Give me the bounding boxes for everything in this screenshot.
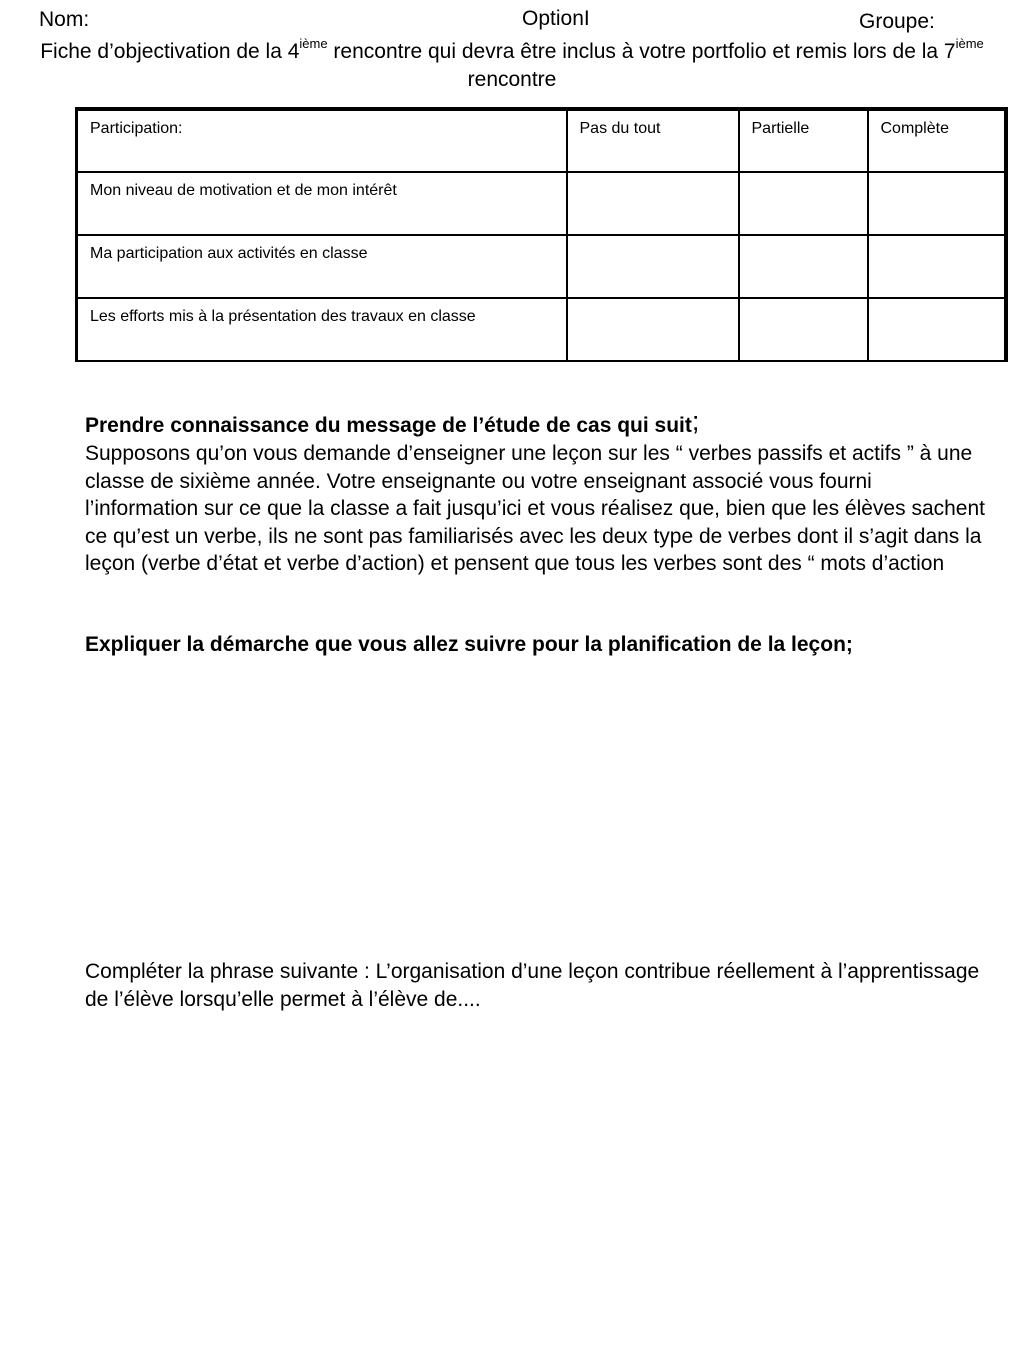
rating-cell-complete[interactable] <box>868 298 1006 361</box>
title-superscript-1: ième <box>299 36 328 51</box>
nom-label: Nom: <box>39 8 90 31</box>
complete-sentence-prompt: Compléter la phrase suivante : L’organisation d’une leçon contribue réellement à l’apprentissage de l’élève lorsqu’elle permet à l’élève de.... <box>85 960 980 1011</box>
title-superscript-2: ième <box>955 36 984 51</box>
criterion-cell: Mon niveau de motivation et de mon intérêt <box>77 172 567 235</box>
title-part-3: rencontre <box>467 68 557 91</box>
case-study-heading-punct: ; <box>691 406 700 436</box>
rating-cell-pas-du-tout[interactable] <box>567 298 739 361</box>
rating-cell-partielle[interactable] <box>739 298 868 361</box>
header-pas-du-tout: Pas du tout <box>567 109 739 172</box>
rating-cell-partielle[interactable] <box>739 235 868 298</box>
table-row <box>77 235 1006 298</box>
rating-cell-complete[interactable] <box>868 172 1006 235</box>
table-row <box>77 172 1006 235</box>
header-partielle: Partielle <box>739 109 868 172</box>
rating-cell-complete[interactable] <box>868 235 1006 298</box>
rating-cell-partielle[interactable] <box>739 172 868 235</box>
title-part-2: rencontre qui devra être inclus à votre portfolio et remis lors de la 7 <box>327 40 956 63</box>
table-row <box>77 298 1006 361</box>
page-title <box>40 38 984 94</box>
case-study-text: Supposons qu’on vous demande d’enseigner une leçon sur les “ verbes passifs et actifs ” à une classe de sixième année. Votre enseignante ou votre enseignant associé vous fourni l’information sur ce que la classe a fait jusqu’ici et vous réalisez que, bien que les élèves sachent ce qu’est un verbe, ils ne sont pas familiarisés avec les deux type de verbes dont il s’agit dans la leçon (verbe d’état et verbe d’action) et pensent que tous les verbes sont des “ mots d’action <box>85 442 985 575</box>
rating-cell-pas-du-tout[interactable] <box>567 235 739 298</box>
header-complete: Complète <box>868 109 1006 172</box>
criterion-cell: Les efforts mis à la présentation des travaux en classe <box>77 298 567 361</box>
planning-question: Expliquer la démarche que vous allez suivre pour la planification de la leçon; <box>85 633 853 656</box>
criterion-cell: Ma participation aux activités en classe <box>77 235 567 298</box>
header-participation: Participation: <box>77 109 567 172</box>
title-part-1: Fiche d’objectivation de la 4 <box>40 40 300 63</box>
table-header-row <box>77 109 1006 172</box>
option-label: OptionI <box>522 7 590 30</box>
participation-table <box>75 107 1008 362</box>
rating-cell-pas-du-tout[interactable] <box>567 172 739 235</box>
groupe-label: Groupe: <box>859 10 935 33</box>
case-study-heading-text: Prendre connaissance du message de l’étude de cas qui suit <box>85 414 692 437</box>
case-study-heading <box>85 406 990 440</box>
